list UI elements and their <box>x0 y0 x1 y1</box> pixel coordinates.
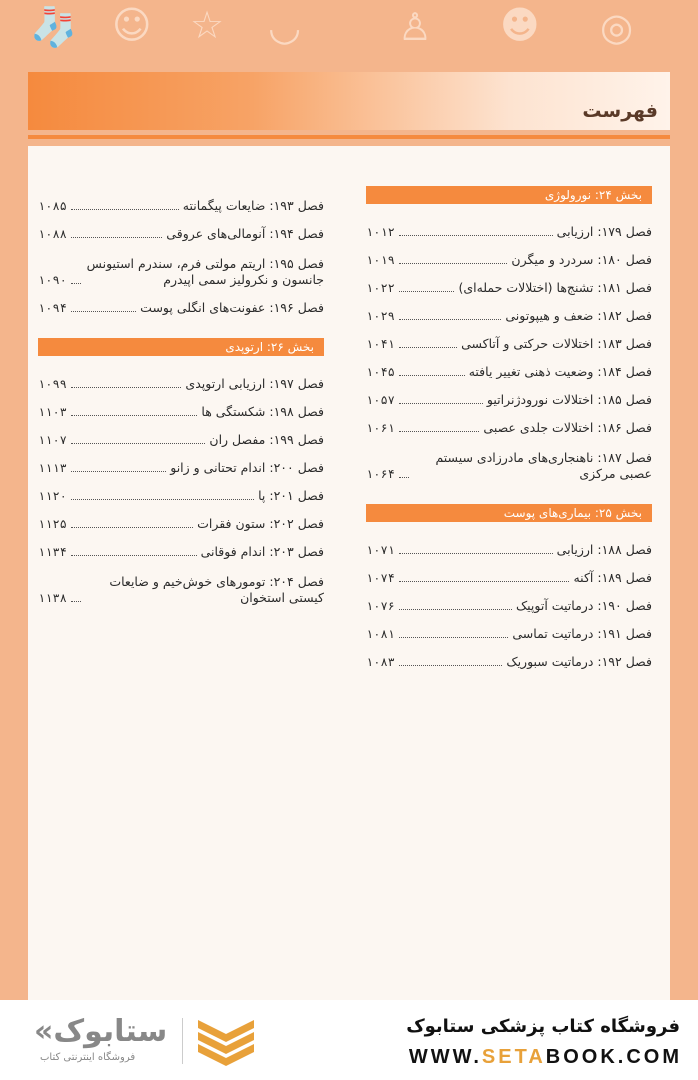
entry-label: فصل ۱۹۹: مفصل ران <box>209 432 324 447</box>
entry-page: ۱۰۸۵ <box>38 199 67 213</box>
entry-page: ۱۱۲۰ <box>38 489 67 503</box>
store-footer <box>0 1000 698 1080</box>
leader-dots <box>71 415 197 416</box>
entry-label: فصل ۱۸۹: آکنه <box>573 570 652 585</box>
leader-dots <box>71 311 136 312</box>
logo-subtitle: فروشگاه اینترنتی کتاب <box>40 1052 136 1063</box>
url-suffix: BOOK.COM <box>545 1046 682 1068</box>
toc-entry[interactable] <box>366 558 652 586</box>
toc-entry[interactable] <box>38 242 324 288</box>
bib-icon: ◎ <box>600 5 634 49</box>
leader-dots <box>71 527 193 528</box>
leader-dots <box>399 263 508 264</box>
section-gap <box>38 316 324 338</box>
entry-page: ۱۱۲۵ <box>38 517 67 531</box>
url-prefix: WWW. <box>408 1046 482 1068</box>
toc-entry[interactable] <box>38 476 324 504</box>
diaper-icon: ◡ <box>268 5 302 49</box>
header-divider <box>28 135 670 139</box>
toc-entry[interactable] <box>366 614 652 642</box>
toc-entry[interactable] <box>366 436 652 482</box>
leader-dots <box>399 291 455 292</box>
toc-entry[interactable] <box>38 364 324 392</box>
leader-dots <box>71 443 205 444</box>
entry-page: ۱۰۸۳ <box>366 655 395 669</box>
entry-page: ۱۰۵۷ <box>366 393 395 407</box>
entry-label: فصل ۲۰۰: اندام تحتانی و زانو <box>170 460 324 475</box>
entry-label: فصل ۱۹۴: آنومالی‌های عروقی <box>166 226 324 241</box>
content-panel <box>28 146 670 1000</box>
page-title: فهرست <box>582 100 658 122</box>
leader-dots <box>399 375 465 376</box>
toc-entry[interactable] <box>366 268 652 296</box>
entry-page: ۱۰۷۱ <box>366 543 395 557</box>
entry-label: فصل ۱۹۷: ارزیابی ارتوپدی <box>185 376 324 391</box>
toc-entry[interactable] <box>366 586 652 614</box>
toc-entry[interactable] <box>366 352 652 380</box>
toc-entry[interactable] <box>38 392 324 420</box>
entry-page: ۱۱۰۳ <box>38 405 67 419</box>
section-heading-neurology: بخش ۲۴: نورولوژی <box>366 186 652 204</box>
entry-page: ۱۰۱۹ <box>366 253 395 267</box>
toc-entry[interactable] <box>366 324 652 352</box>
entry-page: ۱۰۷۴ <box>366 571 395 585</box>
leader-dots <box>71 499 254 500</box>
entry-page: ۱۱۳۴ <box>38 545 67 559</box>
entry-label: فصل ۱۹۱: درماتیت تماسی <box>512 626 652 641</box>
leader-dots <box>71 283 81 284</box>
onesie-icon: ♙ <box>398 5 433 49</box>
store-url[interactable] <box>409 1046 682 1069</box>
entry-page: ۱۰۲۲ <box>366 281 395 295</box>
leader-dots <box>399 319 501 320</box>
leader-dots <box>399 431 480 432</box>
toc-entry[interactable] <box>38 504 324 532</box>
leader-dots <box>399 477 409 478</box>
leader-dots <box>399 553 553 554</box>
section-heading-dermatology: بخش ۲۵: بیماری‌های پوست <box>366 504 652 522</box>
leader-dots <box>71 237 162 238</box>
entry-label: فصل ۱۸۶: اختلالات جلدی عصبی <box>483 420 652 435</box>
toc-entry[interactable] <box>38 532 324 560</box>
logo-wordmark: «ستابوک <box>34 1014 168 1049</box>
entry-page: ۱۰۲۹ <box>366 309 395 323</box>
left-column <box>38 186 324 606</box>
footer-divider <box>182 1018 183 1064</box>
entry-label: فصل ۱۹۰: درماتیت آتوپیک <box>515 598 652 613</box>
entry-label: فصل ۱۸۷: ناهنجاری‌های مادرزادی سیستم عصبی مرکزی <box>435 450 652 481</box>
entry-page: ۱۰۷۶ <box>366 599 395 613</box>
toc-entry[interactable] <box>366 642 652 670</box>
entry-label: فصل ۲۰۳: اندام فوقانی <box>200 544 324 559</box>
leader-dots <box>399 637 508 638</box>
section-gap <box>366 482 652 504</box>
store-name: فروشگاه کتاب پزشکی ستابوک <box>406 1016 680 1037</box>
entry-page: ۱۱۳۸ <box>38 591 67 605</box>
section-heading-orthopedics: بخش ۲۶: ارتوپدی <box>38 338 324 356</box>
toc-entry[interactable] <box>366 380 652 408</box>
entry-label: فصل ۱۸۵: اختلالات نورودژنراتیو <box>486 392 652 407</box>
leader-dots <box>399 347 457 348</box>
toc-entry[interactable] <box>38 420 324 448</box>
header-band <box>28 72 670 130</box>
entry-page: ۱۱۰۷ <box>38 433 67 447</box>
leader-dots <box>71 387 182 388</box>
toc-entry[interactable] <box>366 240 652 268</box>
baby-face-icon: ☻ <box>500 3 540 47</box>
toc-entry[interactable] <box>38 214 324 242</box>
sock-icon: 🧦 <box>30 5 78 49</box>
book-stack-logo-icon <box>192 1014 260 1066</box>
entry-label: فصل ۱۹۳: ضایعات پیگمانته <box>182 198 324 213</box>
entry-page: ۱۰۶۱ <box>366 421 395 435</box>
entry-label: فصل ۱۸۸: ارزیابی <box>556 542 652 557</box>
entry-label: فصل ۱۹۵: اریتم مولتی فرم، سندرم استیونس جانسون و نکرولیز سمی اپیدرم <box>86 256 324 287</box>
toc-entry[interactable] <box>38 288 324 316</box>
entry-page: ۱۰۹۴ <box>38 301 67 315</box>
entry-label: فصل ۱۷۹: ارزیابی <box>556 224 652 239</box>
toc-entry[interactable] <box>366 212 652 240</box>
toc-entry[interactable] <box>38 186 324 214</box>
entry-label: فصل ۱۸۲: ضعف و هیپوتونی <box>505 308 652 323</box>
entry-label: فصل ۱۸۰: سردرد و میگرن <box>511 252 652 267</box>
entry-page: ۱۰۹۰ <box>38 273 67 287</box>
entry-page: ۱۰۸۱ <box>366 627 395 641</box>
entry-label: فصل ۱۸۱: تشنج‌ها (اختلالات حمله‌ای) <box>458 280 652 295</box>
toc-entry[interactable] <box>38 448 324 476</box>
toc-entry[interactable] <box>38 560 324 606</box>
toc-entry[interactable] <box>366 408 652 436</box>
leader-dots <box>399 665 502 666</box>
entry-label: فصل ۱۸۳: اختلالات حرکتی و آتاکسی <box>461 336 652 351</box>
leader-dots <box>71 209 179 210</box>
entry-page: ۱۰۸۸ <box>38 227 67 241</box>
entry-page: ۱۰۶۴ <box>366 467 395 481</box>
leader-dots <box>71 555 197 556</box>
leader-dots <box>399 609 512 610</box>
entry-label: فصل ۱۸۴: وضعیت ذهنی تغییر یافته <box>468 364 652 379</box>
toc-entry[interactable] <box>366 296 652 324</box>
entry-label: فصل ۱۹۲: درماتیت سبوریک <box>506 654 652 669</box>
entry-page: ۱۱۱۳ <box>38 461 67 475</box>
entry-page: ۱۰۴۵ <box>366 365 395 379</box>
leader-dots <box>71 471 166 472</box>
leader-dots <box>399 235 553 236</box>
entry-label: فصل ۱۹۶: عفونت‌های انگلی پوست <box>140 300 324 315</box>
entry-page: ۱۰۱۲ <box>366 225 395 239</box>
url-accent: SETA <box>481 1046 546 1068</box>
right-column <box>366 186 652 670</box>
leader-dots <box>399 581 570 582</box>
leader-dots <box>399 403 483 404</box>
smiley-icon: ☺ <box>112 3 152 47</box>
star-icon: ☆ <box>190 3 225 47</box>
entry-label: فصل ۲۰۲: ستون فقرات <box>197 516 324 531</box>
entry-label: فصل ۲۰۴: تومورهای خوش‌خیم و ضایعات کیستی استخوان <box>109 574 324 605</box>
entry-page: ۱۰۴۱ <box>366 337 395 351</box>
toc-entry[interactable] <box>366 530 652 558</box>
entry-label: فصل ۱۹۸: شکستگی ها <box>201 404 324 419</box>
entry-page: ۱۰۹۹ <box>38 377 67 391</box>
entry-label: فصل ۲۰۱: پا <box>258 488 324 503</box>
leader-dots <box>71 601 81 602</box>
